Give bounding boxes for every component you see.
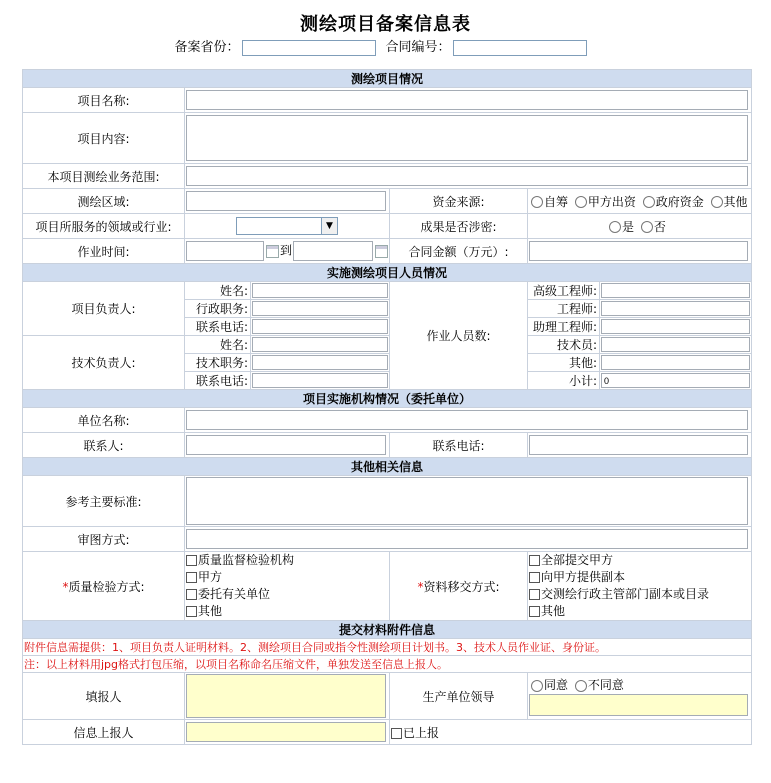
end-date-input[interactable] xyxy=(293,241,373,261)
filler-label: 填报人 xyxy=(23,673,185,720)
transfer-option-label: 向甲方提供副本 xyxy=(541,570,626,584)
contract-label: 合同编号： xyxy=(385,40,451,55)
qc-option-label: 其他 xyxy=(198,604,223,618)
approve-option-label: 同意 xyxy=(544,678,569,692)
funding-option-label: 政府资金 xyxy=(655,194,704,209)
project-name-input[interactable] xyxy=(186,90,748,110)
funding-radio-self[interactable] xyxy=(531,196,543,208)
province-label: 备案省份： xyxy=(174,40,240,55)
section-project-header: 测绘项目情况 xyxy=(23,70,752,88)
transfer-label: 资料移交方式: xyxy=(423,579,500,594)
transfer-option-label: 其他 xyxy=(541,604,566,618)
calendar-icon[interactable] xyxy=(266,245,279,258)
to-label: 到 xyxy=(280,243,293,258)
transfer-checkbox-all[interactable] xyxy=(529,555,540,566)
amount-input[interactable] xyxy=(529,241,748,261)
record-form-table xyxy=(22,69,752,745)
workers-label: 作业人员数: xyxy=(390,282,528,390)
tech-phone-label: 联系电话: xyxy=(185,372,251,390)
tech-leader-label: 技术负责人: xyxy=(23,336,185,390)
leader-label: 项目负责人: xyxy=(23,282,185,336)
technician-input[interactable] xyxy=(601,337,750,352)
tech-name-input[interactable] xyxy=(252,337,388,352)
review-input[interactable] xyxy=(186,529,748,549)
secret-radio-no[interactable] xyxy=(641,221,653,233)
subtotal-input xyxy=(601,373,750,388)
qc-option-label: 委托有关单位 xyxy=(198,587,271,601)
project-content-textarea[interactable] xyxy=(186,115,748,161)
leader-opinion-input[interactable] xyxy=(529,694,748,716)
area-input[interactable] xyxy=(186,191,386,211)
leader-position-input[interactable] xyxy=(252,301,388,316)
project-content-label: 项目内容: xyxy=(23,113,185,164)
qc-checkbox-agency[interactable] xyxy=(186,555,197,566)
contact-input[interactable] xyxy=(186,435,386,455)
qc-option-label: 甲方 xyxy=(198,570,223,584)
qc-checkbox-entrusted[interactable] xyxy=(186,589,197,600)
review-label: 审图方式: xyxy=(23,527,185,552)
approve-radio-no[interactable] xyxy=(575,680,587,692)
standard-label: 参考主要标准: xyxy=(23,476,185,527)
senior-engineer-input[interactable] xyxy=(601,283,750,298)
scope-label: 本项目测绘业务范围: xyxy=(23,164,185,189)
transfer-checkbox-other[interactable] xyxy=(529,606,540,617)
header-fields xyxy=(0,38,771,58)
funding-option-label: 自筹 xyxy=(544,194,569,209)
approve-option-label: 不同意 xyxy=(587,678,624,692)
leader-name-label: 姓名: xyxy=(185,282,251,300)
funding-label: 资金来源: xyxy=(390,189,528,214)
leader-name-input[interactable] xyxy=(252,283,388,298)
calendar-icon[interactable] xyxy=(375,245,388,258)
other-staff-label: 其他: xyxy=(528,354,600,372)
project-name-label: 项目名称: xyxy=(23,88,185,113)
secret-option-label: 是 xyxy=(622,219,635,234)
chevron-down-icon[interactable]: ▼ xyxy=(321,218,337,234)
senior-label: 高级工程师: xyxy=(528,282,600,300)
time-label: 作业时间: xyxy=(23,239,185,264)
leader-phone-label: 联系电话: xyxy=(185,318,251,336)
qc-label-cell xyxy=(23,552,185,621)
leader-position-label: 行政职务: xyxy=(185,300,251,318)
reporter-input[interactable] xyxy=(186,722,386,742)
assistant-engineer-input[interactable] xyxy=(601,319,750,334)
qc-checkbox-other[interactable] xyxy=(186,606,197,617)
filler-input[interactable] xyxy=(186,674,386,718)
subtotal-label: 小计: xyxy=(528,372,600,390)
reporter-label: 信息上报人 xyxy=(23,720,185,745)
funding-option-label: 甲方出资 xyxy=(587,194,636,209)
other-staff-input[interactable] xyxy=(601,355,750,370)
attachment-note: 附件信息需提供：1、项目负责人证明材料。2、测绘项目合同或指令性测绘项目计划书。3、技术人员作业证、身份证。 xyxy=(23,639,752,656)
qc-option-label: 质量监督检验机构 xyxy=(198,553,295,567)
secret-option-label: 否 xyxy=(653,219,666,234)
reported-label: 已上报 xyxy=(403,725,440,740)
technician-label: 技术员: xyxy=(528,336,600,354)
leader-phone-input[interactable] xyxy=(252,319,388,334)
area-label: 测绘区域: xyxy=(23,189,185,214)
org-phone-label: 联系电话: xyxy=(390,433,528,458)
amount-label: 合同金额（万元）: xyxy=(390,239,528,264)
approve-radio-yes[interactable] xyxy=(531,680,543,692)
unit-label: 单位名称: xyxy=(23,408,185,433)
section-other-header: 其他相关信息 xyxy=(23,458,752,476)
field-select[interactable] xyxy=(236,217,338,235)
scope-input[interactable] xyxy=(186,166,748,186)
org-phone-input[interactable] xyxy=(529,435,748,455)
transfer-option-label: 交测绘行政主管部门副本或目录 xyxy=(541,587,710,601)
funding-radio-government[interactable] xyxy=(643,196,655,208)
compression-note: 注：以上材料用jpg格式打包压缩，以项目名称命名压缩文件，单独发送至信息上报人。 xyxy=(23,656,752,673)
field-label: 项目所服务的领域或行业: xyxy=(23,214,185,239)
unit-name-input[interactable] xyxy=(186,410,748,430)
required-star: * xyxy=(62,579,69,594)
reported-checkbox[interactable] xyxy=(391,728,402,739)
start-date-input[interactable] xyxy=(186,241,264,261)
engineer-input[interactable] xyxy=(601,301,750,316)
funding-radio-other[interactable] xyxy=(711,196,723,208)
funding-radio-client[interactable] xyxy=(575,196,587,208)
transfer-label-cell xyxy=(390,552,528,621)
tech-name-label: 姓名: xyxy=(185,336,251,354)
contact-label: 联系人: xyxy=(23,433,185,458)
secret-label: 成果是否涉密: xyxy=(390,214,528,239)
qc-checkbox-client[interactable] xyxy=(186,572,197,583)
contract-number-input[interactable] xyxy=(453,40,587,56)
transfer-option-label: 全部提交甲方 xyxy=(541,553,614,567)
standard-textarea[interactable] xyxy=(186,477,748,525)
page-title: 测绘项目备案信息表 xyxy=(300,14,471,35)
unit-leader-label: 生产单位领导 xyxy=(390,673,528,720)
funding-option-label: 其他 xyxy=(723,194,748,209)
section-attachments-header: 提交材料附件信息 xyxy=(23,621,752,639)
province-input[interactable] xyxy=(242,40,376,56)
tech-position-input[interactable] xyxy=(252,355,388,370)
section-personnel-header: 实施测绘项目人员情况 xyxy=(23,264,752,282)
tech-phone-input[interactable] xyxy=(252,373,388,388)
required-star: * xyxy=(417,579,424,594)
secret-radio-yes[interactable] xyxy=(609,221,621,233)
tech-position-label: 技术职务: xyxy=(185,354,251,372)
section-org-header: 项目实施机构情况（委托单位） xyxy=(23,390,752,408)
transfer-checkbox-copy[interactable] xyxy=(529,572,540,583)
engineer-label: 工程师: xyxy=(528,300,600,318)
transfer-checkbox-authority[interactable] xyxy=(529,589,540,600)
assistant-label: 助理工程师: xyxy=(528,318,600,336)
qc-label: 质量检验方式: xyxy=(68,579,145,594)
